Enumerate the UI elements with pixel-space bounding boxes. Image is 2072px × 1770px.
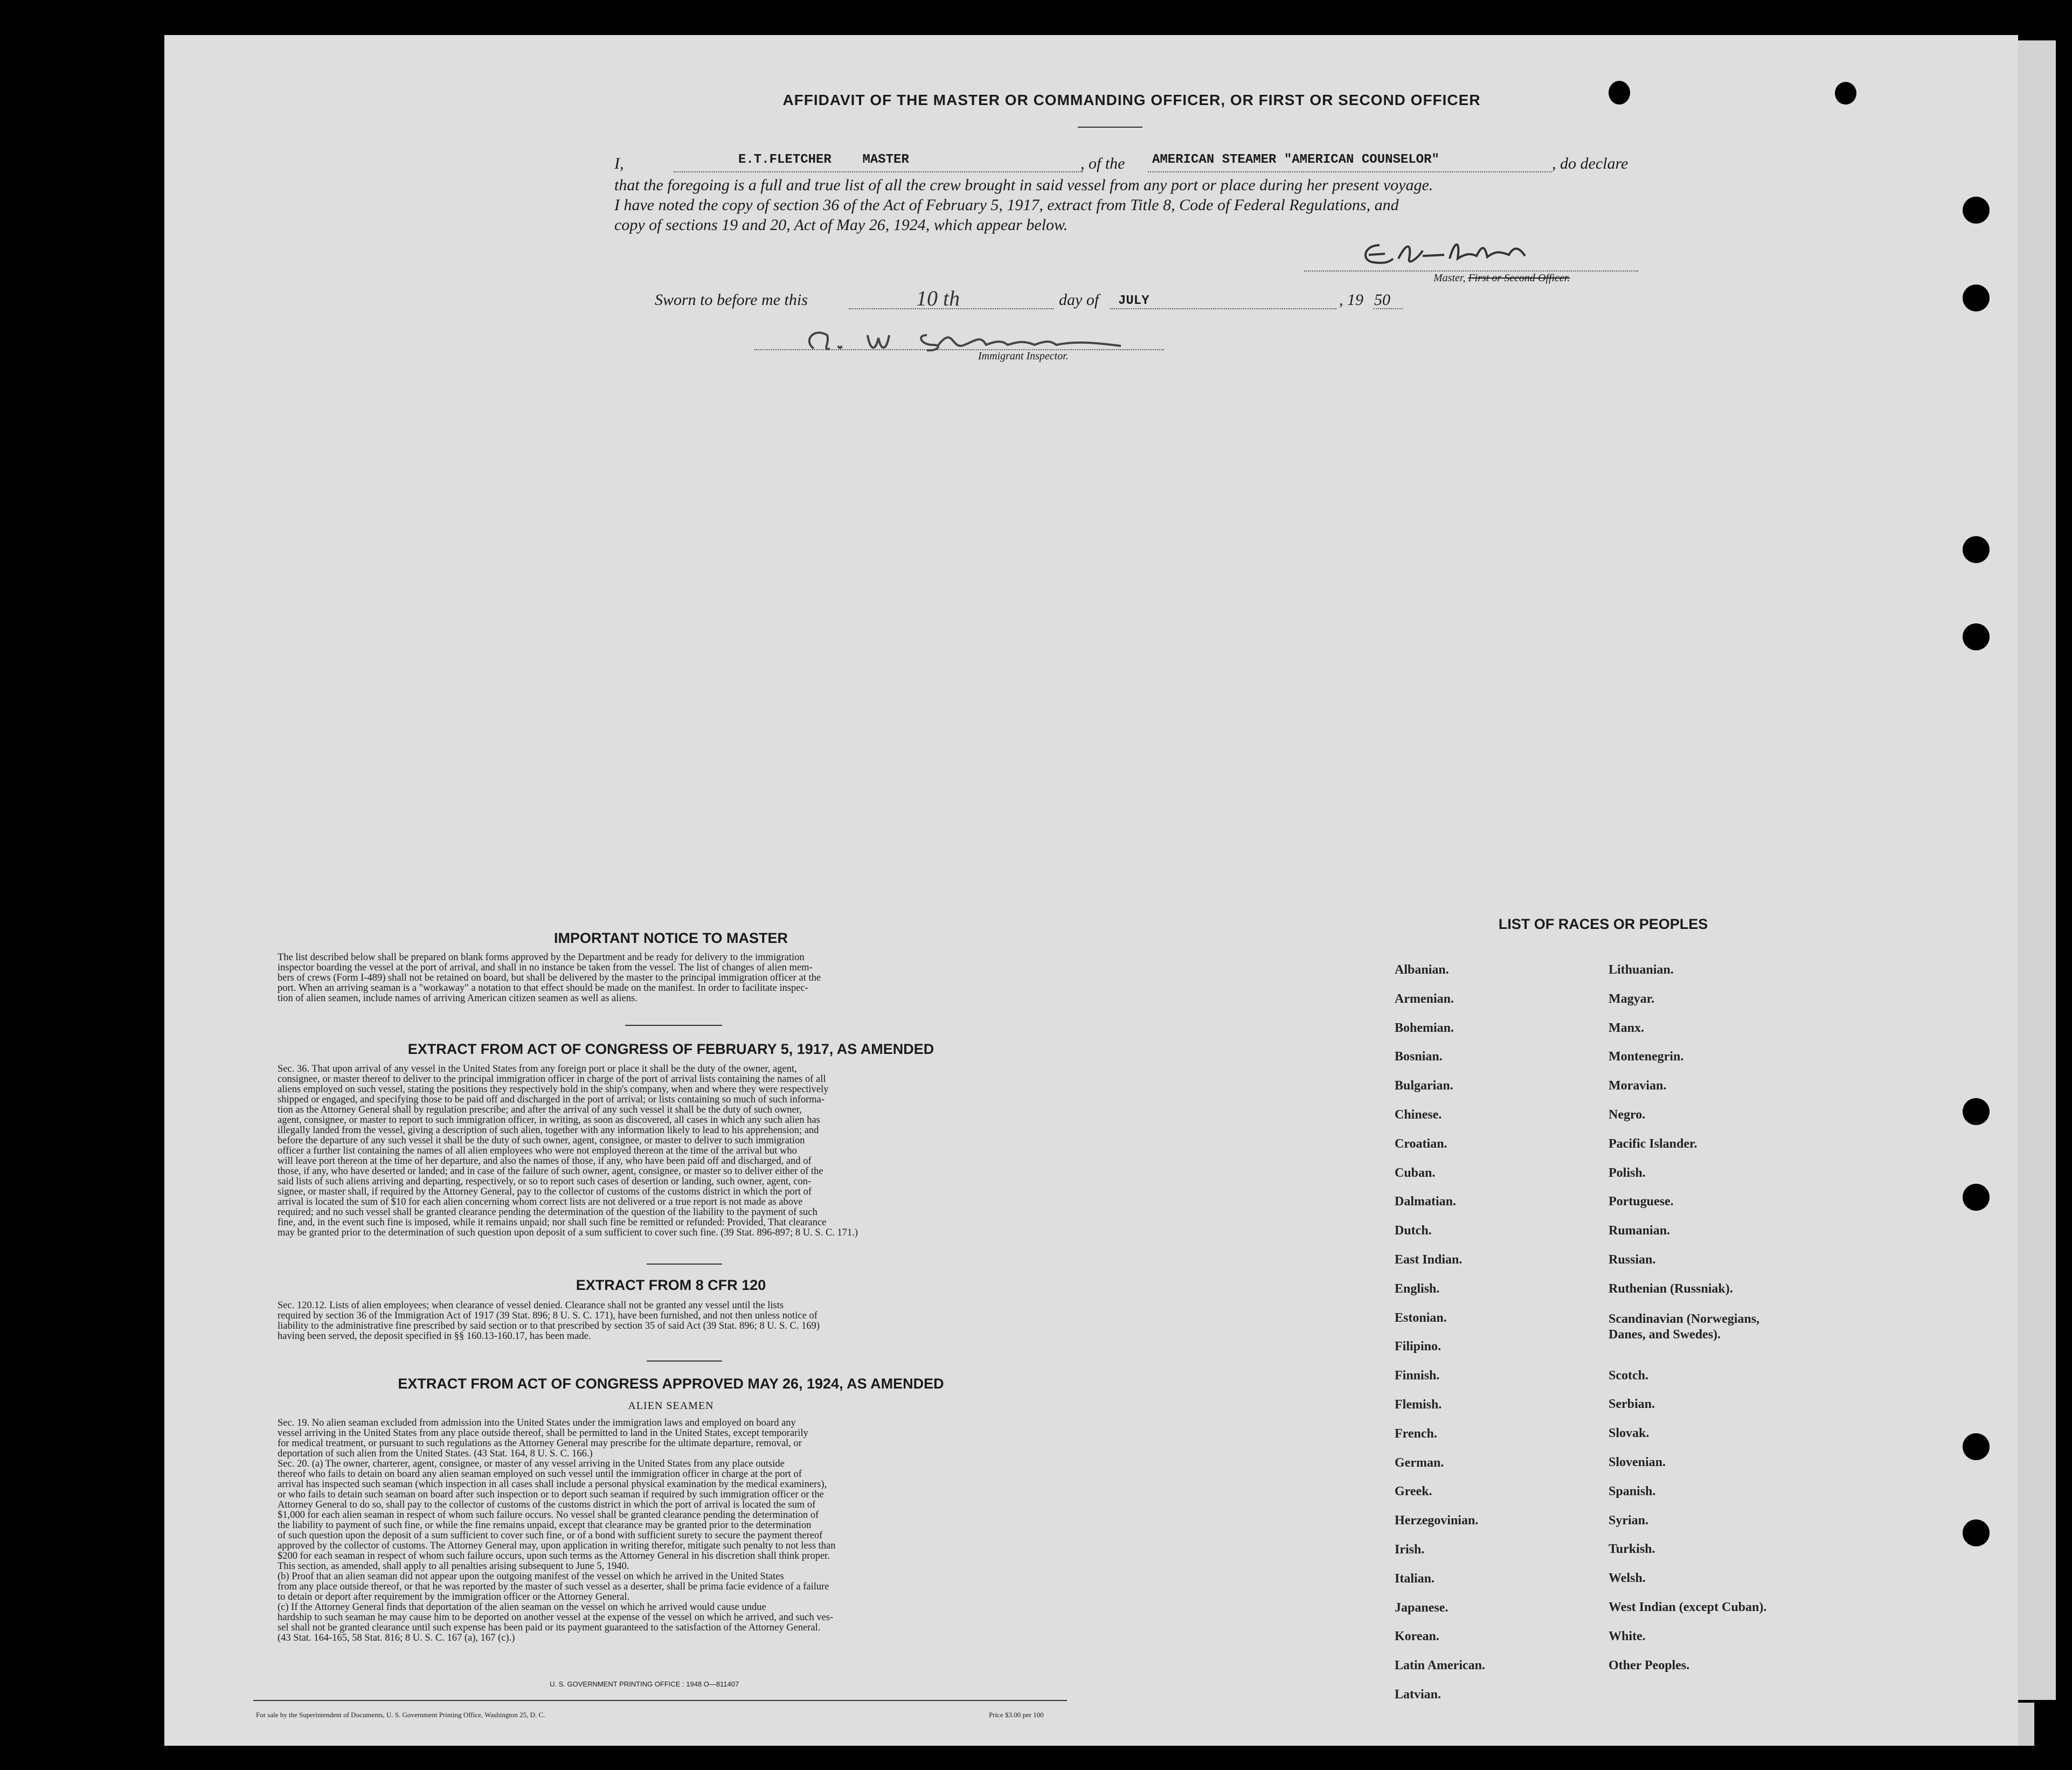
race-item: Greek. <box>1395 1484 1432 1499</box>
extract-1924-line: Sec. 20. (a) The owner, charterer, agent, consignee, or master of any vessel arriving in the United States from any place outside <box>278 1459 785 1469</box>
extract-1917-line: will leave port thereon at the time of her departure, and also the names of those, if any, who have been paid off and discharged, and of <box>278 1156 812 1167</box>
race-item: Latvian. <box>1395 1688 1442 1702</box>
extract-1917-line: Sec. 36. That upon arrival of any vessel in the United States from any foreign port or place it shall be the duty of the owner, agent, <box>278 1064 797 1074</box>
race-item: Italian. <box>1395 1571 1435 1586</box>
extract-1924-subtitle: ALIEN SEAMEN <box>628 1400 714 1412</box>
extract-1924-line: hardship to such seaman he may cause him to be deported on another vessel at the expense of the vessel on which he arrived, and such ves- <box>278 1613 834 1623</box>
master-name: E.T.FLETCHER MASTER <box>738 152 909 167</box>
vessel-line <box>1148 171 1552 172</box>
divider <box>625 1025 722 1026</box>
extract-1924-line: Attorney General to do so, shall pay to the collector of customs of the customs district in which the port of arrival is located the sum of <box>278 1500 816 1510</box>
race-item: Latin American. <box>1395 1658 1485 1673</box>
punch-hole <box>1835 82 1856 105</box>
extract-cfr-line: having been served, the deposit specified in §§ 160.13-160.17, has been made. <box>278 1331 591 1342</box>
race-item: Manx. <box>1609 1021 1644 1035</box>
race-item: Scotch. <box>1609 1368 1648 1383</box>
extract-cfr-line: liability to the administrative fine prescribed by said section or to that prescribed by section 35 of said Act (39 Stat. 896; 8 U. S. C. 169) <box>278 1321 820 1331</box>
extract-1924-body <box>278 1418 1064 1643</box>
sworn-day: 10 th <box>916 286 960 310</box>
punch-hole <box>1963 1098 1990 1125</box>
race-item: Bohemian. <box>1395 1021 1454 1035</box>
master-caption-a: Master, <box>1433 272 1468 284</box>
extract-1924-line: to detain or deport after requirement by the immigration officer or the Attorney General. <box>278 1592 630 1602</box>
extract-1924-line: This section, as amended, shall apply to all penalties arising subsequent to June 5, 1940. <box>278 1561 629 1572</box>
day-of-label: day of <box>1059 291 1099 309</box>
race-item: Portuguese. <box>1609 1195 1674 1209</box>
race-item: Finnish. <box>1395 1369 1440 1383</box>
extract-cfr-body <box>278 1301 1064 1342</box>
punch-hole <box>1963 1184 1990 1211</box>
master-signature-line <box>1304 270 1638 272</box>
sworn-month-line <box>1110 308 1336 309</box>
race-item: Moravian. <box>1609 1079 1667 1093</box>
race-item: Filipino. <box>1395 1339 1442 1354</box>
race-item: Albanian. <box>1395 963 1449 977</box>
race-item: West Indian (except Cuban). <box>1609 1600 1767 1614</box>
extract-1917-line: those, if any, who have deserted or landed; and in case of the failure of such owner, agent, consignee, or master so to deliver either of the <box>278 1167 823 1177</box>
sworn-label: Sworn to before me this <box>655 291 808 309</box>
race-item: Syrian. <box>1609 1513 1649 1528</box>
affidavit-line-4: copy of sections 19 and 20, Act of May 26, 1924, which appear below. <box>614 216 1068 234</box>
race-item: Dutch. <box>1395 1224 1432 1238</box>
notice-line: bers of crews (Form I-489) shall not be retained on board, but shall be delivered by the master to the principal immigration officer at the <box>278 973 821 983</box>
race-item: Slovak. <box>1609 1426 1650 1441</box>
extract-1917-title: EXTRACT FROM ACT OF CONGRESS OF FEBRUARY 5, 1917, AS AMENDED <box>407 1041 934 1057</box>
races-title: LIST OF RACES OR PEOPLES <box>1498 916 1708 932</box>
extract-1917-line: arrival is located the sum of $10 for each alien concerning whom correct lists are not delivered or a true report is not made as above <box>278 1197 803 1207</box>
extract-1917-line: tion as the Attorney General shall by regulation prescribe; and after the arrival of any such vessel it shall be the duty of such owner, <box>278 1105 802 1115</box>
extract-1924-line: $200 for each seaman in respect of whom such failure occurs, upon such terms as the Attorney General in his discretion shall think proper. <box>278 1551 830 1561</box>
extract-1924-line: of such question upon the deposit of a sum sufficient to cover such fine, or of a bond with sufficient surety to secure the payment thereof <box>278 1531 823 1541</box>
race-item: Slovenian. <box>1609 1455 1666 1469</box>
race-item: Lithuanian. <box>1609 963 1674 977</box>
race-item: Bulgarian. <box>1395 1079 1453 1093</box>
race-item: Negro. <box>1609 1108 1646 1122</box>
race-item: Armenian. <box>1395 991 1454 1006</box>
extract-cfr-title: EXTRACT FROM 8 CFR 120 <box>576 1277 766 1293</box>
extract-1924-line: from any place outside thereof, or that he was reported by the master of such vessel as a deserter, shall be prima facie evidence of a failure <box>278 1582 829 1592</box>
race-item: Montenegrin. <box>1609 1050 1684 1064</box>
sworn-month: JULY <box>1118 294 1149 308</box>
race-item: Polish. <box>1609 1165 1646 1180</box>
inspector-signature-line <box>754 349 1164 350</box>
race-item: White. <box>1609 1629 1646 1643</box>
extract-1917-line: consignee, or master thereof to deliver to the principal immigration officer in charge of the port of arrival lists containing the names of all <box>278 1074 826 1085</box>
extract-1924-line: for medical treatment, or pursuant to such regulations as the Attorney General may prescribe for the ultimate departure, removal, or <box>278 1439 802 1449</box>
race-item: German. <box>1395 1455 1444 1470</box>
title-divider <box>1078 127 1142 128</box>
race-item: Serbian. <box>1609 1397 1655 1412</box>
race-item: Japanese. <box>1395 1600 1449 1615</box>
extract-1917-line: aliens employed on such vessel, stating the positions they respectively hold in the ship's company, when and where they were respectively <box>278 1085 829 1095</box>
extract-1917-line: before the departure of any such vessel it shall be the duty of such owner, agent, consignee, or master to deliver to such immigration <box>278 1136 805 1146</box>
extract-1924-line: arrival has inspected such seaman (which inspection in all cases shall include a personal physical examination by the medical examiners), <box>278 1480 827 1490</box>
i-label: I, <box>614 155 624 172</box>
page-edge-corner <box>2018 1703 2034 1746</box>
extract-1917-line: fine, and, in the event such fine is imposed, while it remains unpaid; nor shall such fine be remitted or refunded: Provided, That clearance <box>278 1218 827 1228</box>
race-item: Croatian. <box>1395 1136 1447 1151</box>
extract-1924-line: the liability to payment of such fine, or while the fine remains unpaid, except that clearance may be granted prior to the determination <box>278 1521 812 1531</box>
extract-1917-line: illegally landed from the vessel, giving a description of such alien, together with any information likely to lead to his apprehension; and <box>278 1126 819 1136</box>
punch-hole <box>1609 81 1630 105</box>
notice-title: IMPORTANT NOTICE TO MASTER <box>554 930 788 946</box>
race-item: Ruthenian (Russniak). <box>1609 1281 1733 1296</box>
extract-1924-line: vessel arriving in the United States from any place outside thereof, shall be permitted to land in the United States, except temporarily <box>278 1428 808 1439</box>
race-item: Other Peoples. <box>1609 1658 1690 1672</box>
printing-office: U. S. GOVERNMENT PRINTING OFFICE : 1948 O—811407 <box>550 1680 739 1688</box>
extract-1924-line: sel shall not be granted clearance until such expense has been paid or its payment guaranteed to the satisfaction of the Attorney General. <box>278 1623 821 1633</box>
extract-1917-line: may be granted prior to the determination of such question upon deposit of a sum sufficient to cover such fine. (39 Stat. 896-897; 8 U. S. C. 171.) <box>278 1228 858 1238</box>
extract-1924-line: approved by the collector of customs. The Attorney General may, upon application in writing therefor, mitigate such penalty to not less than <box>278 1541 836 1551</box>
race-item: French. <box>1395 1426 1437 1441</box>
extract-1917-line: agent, consignee, or master to report to such immigration officer, in writing, as soon as discovered, all cases in which any such alien has <box>278 1115 820 1126</box>
affidavit-line-2: that the foregoing is a full and true list of all the crew brought in said vessel from any port or place during her present voyage. <box>614 176 1433 194</box>
affidavit-line-3: I have noted the copy of section 36 of the Act of February 5, 1917, extract from Title 8, Code of Federal Regulations, and <box>614 196 1399 214</box>
extract-1924-line: or who fails to detain such seaman on board after such inspection or to deport such seaman if required by such immigration officer or the <box>278 1490 824 1500</box>
extract-1917-line: shipped or engaged, and specifying those to be paid off and discharged in the port of arrival; or lists containing so much of such informa- <box>278 1095 825 1105</box>
race-item: Pacific Islander. <box>1609 1136 1697 1151</box>
year-prefix: , 19 <box>1339 291 1363 309</box>
footer-divider <box>253 1700 1067 1701</box>
page-edge <box>2018 40 2056 1700</box>
footer-price: Price $3.00 per 100 <box>989 1711 1044 1719</box>
race-item: Rumanian. <box>1609 1224 1671 1238</box>
master-caption-struck: First or Second Officer. <box>1468 272 1570 284</box>
race-item: Estonian. <box>1395 1310 1447 1325</box>
race-item: Scandinavian (Norwegians, <box>1609 1311 1760 1326</box>
race-item: Cuban. <box>1395 1165 1436 1180</box>
race-item: Chinese. <box>1395 1108 1442 1122</box>
extract-cfr-line: Sec. 120.12. Lists of alien employees; when clearance of vessel denied. Clearance shall not be granted any vessel until the lists <box>278 1301 784 1311</box>
master-caption <box>1433 272 1570 284</box>
race-item: Korean. <box>1395 1629 1439 1644</box>
master-name-line <box>674 171 1083 172</box>
footer-sale-note: For sale by the Superintendent of Documents, U. S. Government Printing Office, Washington 25, D. C. <box>256 1711 545 1719</box>
divider <box>647 1264 722 1265</box>
extract-1924-line: (b) Proof that an alien seaman did not appear upon the outgoing manifest of the vessel on which he arrived in the United States <box>278 1572 784 1582</box>
extract-1924-line: (c) If the Attorney General finds that deportation of the alien seaman on the vessel on which he arrived would cause undue <box>278 1602 766 1613</box>
extract-1924-line: $1,000 for each alien seaman in respect of whom such failure occurs. No vessel shall be granted clearance pending the determination of <box>278 1510 819 1521</box>
punch-hole <box>1963 284 1990 311</box>
punch-hole <box>1963 197 1990 224</box>
punch-hole <box>1963 536 1990 563</box>
race-item: East Indian. <box>1395 1253 1463 1267</box>
vessel-name: AMERICAN STEAMER "AMERICAN COUNSELOR" <box>1152 152 1439 167</box>
race-item: Magyar. <box>1609 991 1655 1006</box>
extract-1924-line: Sec. 19. No alien seaman excluded from admission into the United States under the immigration laws and employed on board any <box>278 1418 796 1428</box>
year-suffix: 50 <box>1374 291 1390 309</box>
notice-line: port. When an arriving seaman is a "workaway" a notation to that effect should be made on the manifest. In order to facilitate inspec- <box>278 983 808 994</box>
notice-line: The list described below shall be prepared on blank forms approved by the Department and be ready for delivery to the immigration <box>278 953 805 963</box>
race-item: Irish. <box>1395 1543 1425 1557</box>
do-declare-label: , do declare <box>1552 155 1629 172</box>
punch-hole <box>1963 623 1990 650</box>
race-item: Dalmatian. <box>1395 1195 1456 1209</box>
race-item: Herzegovinian. <box>1395 1514 1479 1528</box>
extract-1924-line: deportation of such alien from the United States. (43 Stat. 164, 8 U. S. C. 166.) <box>278 1449 593 1459</box>
race-item: English. <box>1395 1281 1440 1296</box>
race-item: Spanish. <box>1609 1484 1656 1498</box>
of-the-label: , of the <box>1080 155 1125 172</box>
punch-hole <box>1963 1519 1990 1546</box>
extract-cfr-line: required by section 36 of the Immigration Act of 1917 (39 Stat. 896; 8 U. S. C. 171), have been furnished, and not then unless notice of <box>278 1311 817 1321</box>
extract-1917-body <box>278 1064 1064 1238</box>
divider <box>647 1361 722 1362</box>
race-item: Bosnian. <box>1395 1050 1443 1064</box>
race-item: Flemish. <box>1395 1398 1442 1412</box>
race-item: Turkish. <box>1609 1542 1655 1557</box>
extract-1917-line: officer a further list containing the names of all alien employees who were not employed thereon at the time of the arrival but who <box>278 1146 797 1156</box>
extract-1917-line: required; and no such vessel shall be granted clearance pending the determination of the question of the liability to the payment of such <box>278 1207 817 1218</box>
punch-hole <box>1963 1433 1990 1460</box>
inspector-caption: Immigrant Inspector. <box>978 350 1069 362</box>
notice-line: inspector boarding the vessel at the port of arrival, and shall in no instance be taken from the vessel. The list of changes of alien mem- <box>278 963 813 973</box>
extract-1917-line: signee, or master shall, if required by the Attorney General, pay to the collector of customs of the customs district in which the port of <box>278 1187 812 1197</box>
extract-1924-line: thereof who fails to detain on board any alien seaman employed on such vessel until the immigration officer in charge at the port of <box>278 1469 802 1480</box>
extract-1924-line: (43 Stat. 164-165, 58 Stat. 816; 8 U. S. C. 167 (a), 167 (c).) <box>278 1633 515 1643</box>
race-item: Welsh. <box>1609 1571 1646 1586</box>
affidavit-title: AFFIDAVIT OF THE MASTER OR COMMANDING OFFICER, OR FIRST OR SECOND OFFICER <box>782 92 1481 108</box>
notice-line: tion of alien seamen, include names of arriving American citizen seamen as well as aliens. <box>278 994 637 1004</box>
extract-1917-line: said lists of such aliens arriving and departing, respectively, or so to report such cases of desertion or landing, such owner, agent, con- <box>278 1177 812 1187</box>
notice-body <box>278 953 1064 1004</box>
race-item: Russian. <box>1609 1253 1656 1267</box>
race-item: Danes, and Swedes). <box>1609 1327 1721 1342</box>
extract-1924-title: EXTRACT FROM ACT OF CONGRESS APPROVED MAY 26, 1924, AS AMENDED <box>398 1376 944 1392</box>
